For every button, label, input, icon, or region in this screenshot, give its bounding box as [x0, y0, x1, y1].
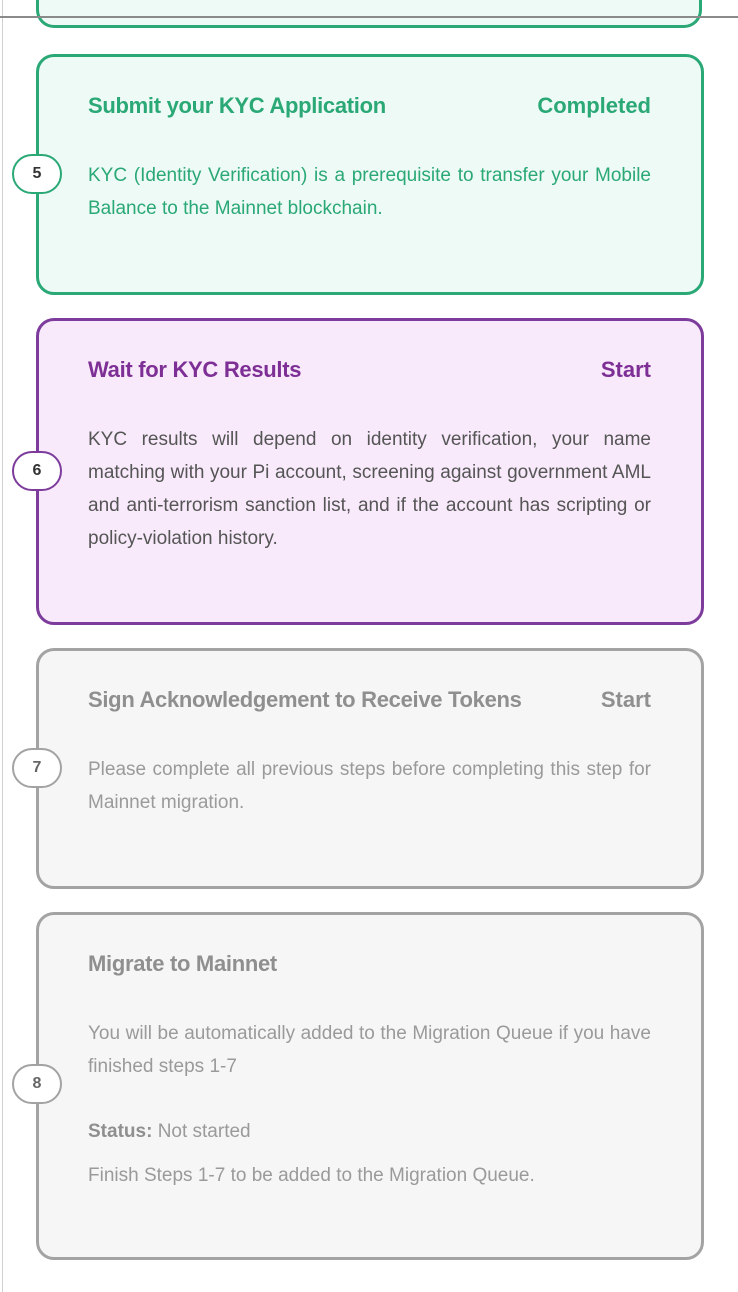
step-5-title: Submit your KYC Application: [88, 93, 386, 118]
step-7-title: Sign Acknowledgement to Receive Tokens: [88, 687, 522, 712]
step-5-number-badge: 5: [12, 154, 62, 194]
step-7-number-badge: 7: [12, 748, 62, 788]
step-8-description: You will be automatically added to the Migration Queue if you have finished steps 1-7: [88, 1023, 651, 1077]
step-8-status-value: Not started: [157, 1121, 251, 1142]
step-5-card[interactable]: [36, 54, 704, 295]
step-8-note: Finish Steps 1-7 to be added to the Migration Queue.: [88, 1165, 535, 1186]
step-7-card: [36, 648, 704, 889]
step-8-card: [36, 912, 704, 1260]
previous-step-card: [36, 0, 702, 28]
step-6-description: KYC results will depend on identity verification, your name matching with your Pi account, screening against government AML and anti-terrorism sanction list, and if the account has scripting or policy-violation history.: [88, 429, 651, 549]
step-6-number-badge: 6: [12, 451, 62, 491]
step-8-status-label: Status:: [88, 1121, 153, 1142]
step-8-title: Migrate to Mainnet: [88, 951, 277, 976]
step-7-start-button[interactable]: Start: [600, 687, 651, 712]
step-6-start-button[interactable]: Start: [600, 357, 651, 382]
step-5-status: Completed: [537, 93, 651, 118]
step-5-description: KYC (Identity Verification) is a prerequisite to transfer your Mobile Balance to the Mainnet blockchain.: [88, 165, 651, 219]
left-edge-line: [2, 0, 3, 1292]
step-7-description: Please complete all previous steps before completing this step for Mainnet migration.: [88, 759, 651, 813]
step-6-title: Wait for KYC Results: [88, 357, 302, 382]
step-8-number-badge: 8: [12, 1064, 62, 1104]
step-6-card[interactable]: [36, 318, 704, 625]
top-divider: [0, 16, 738, 18]
step-8-status-line: [88, 1121, 251, 1143]
